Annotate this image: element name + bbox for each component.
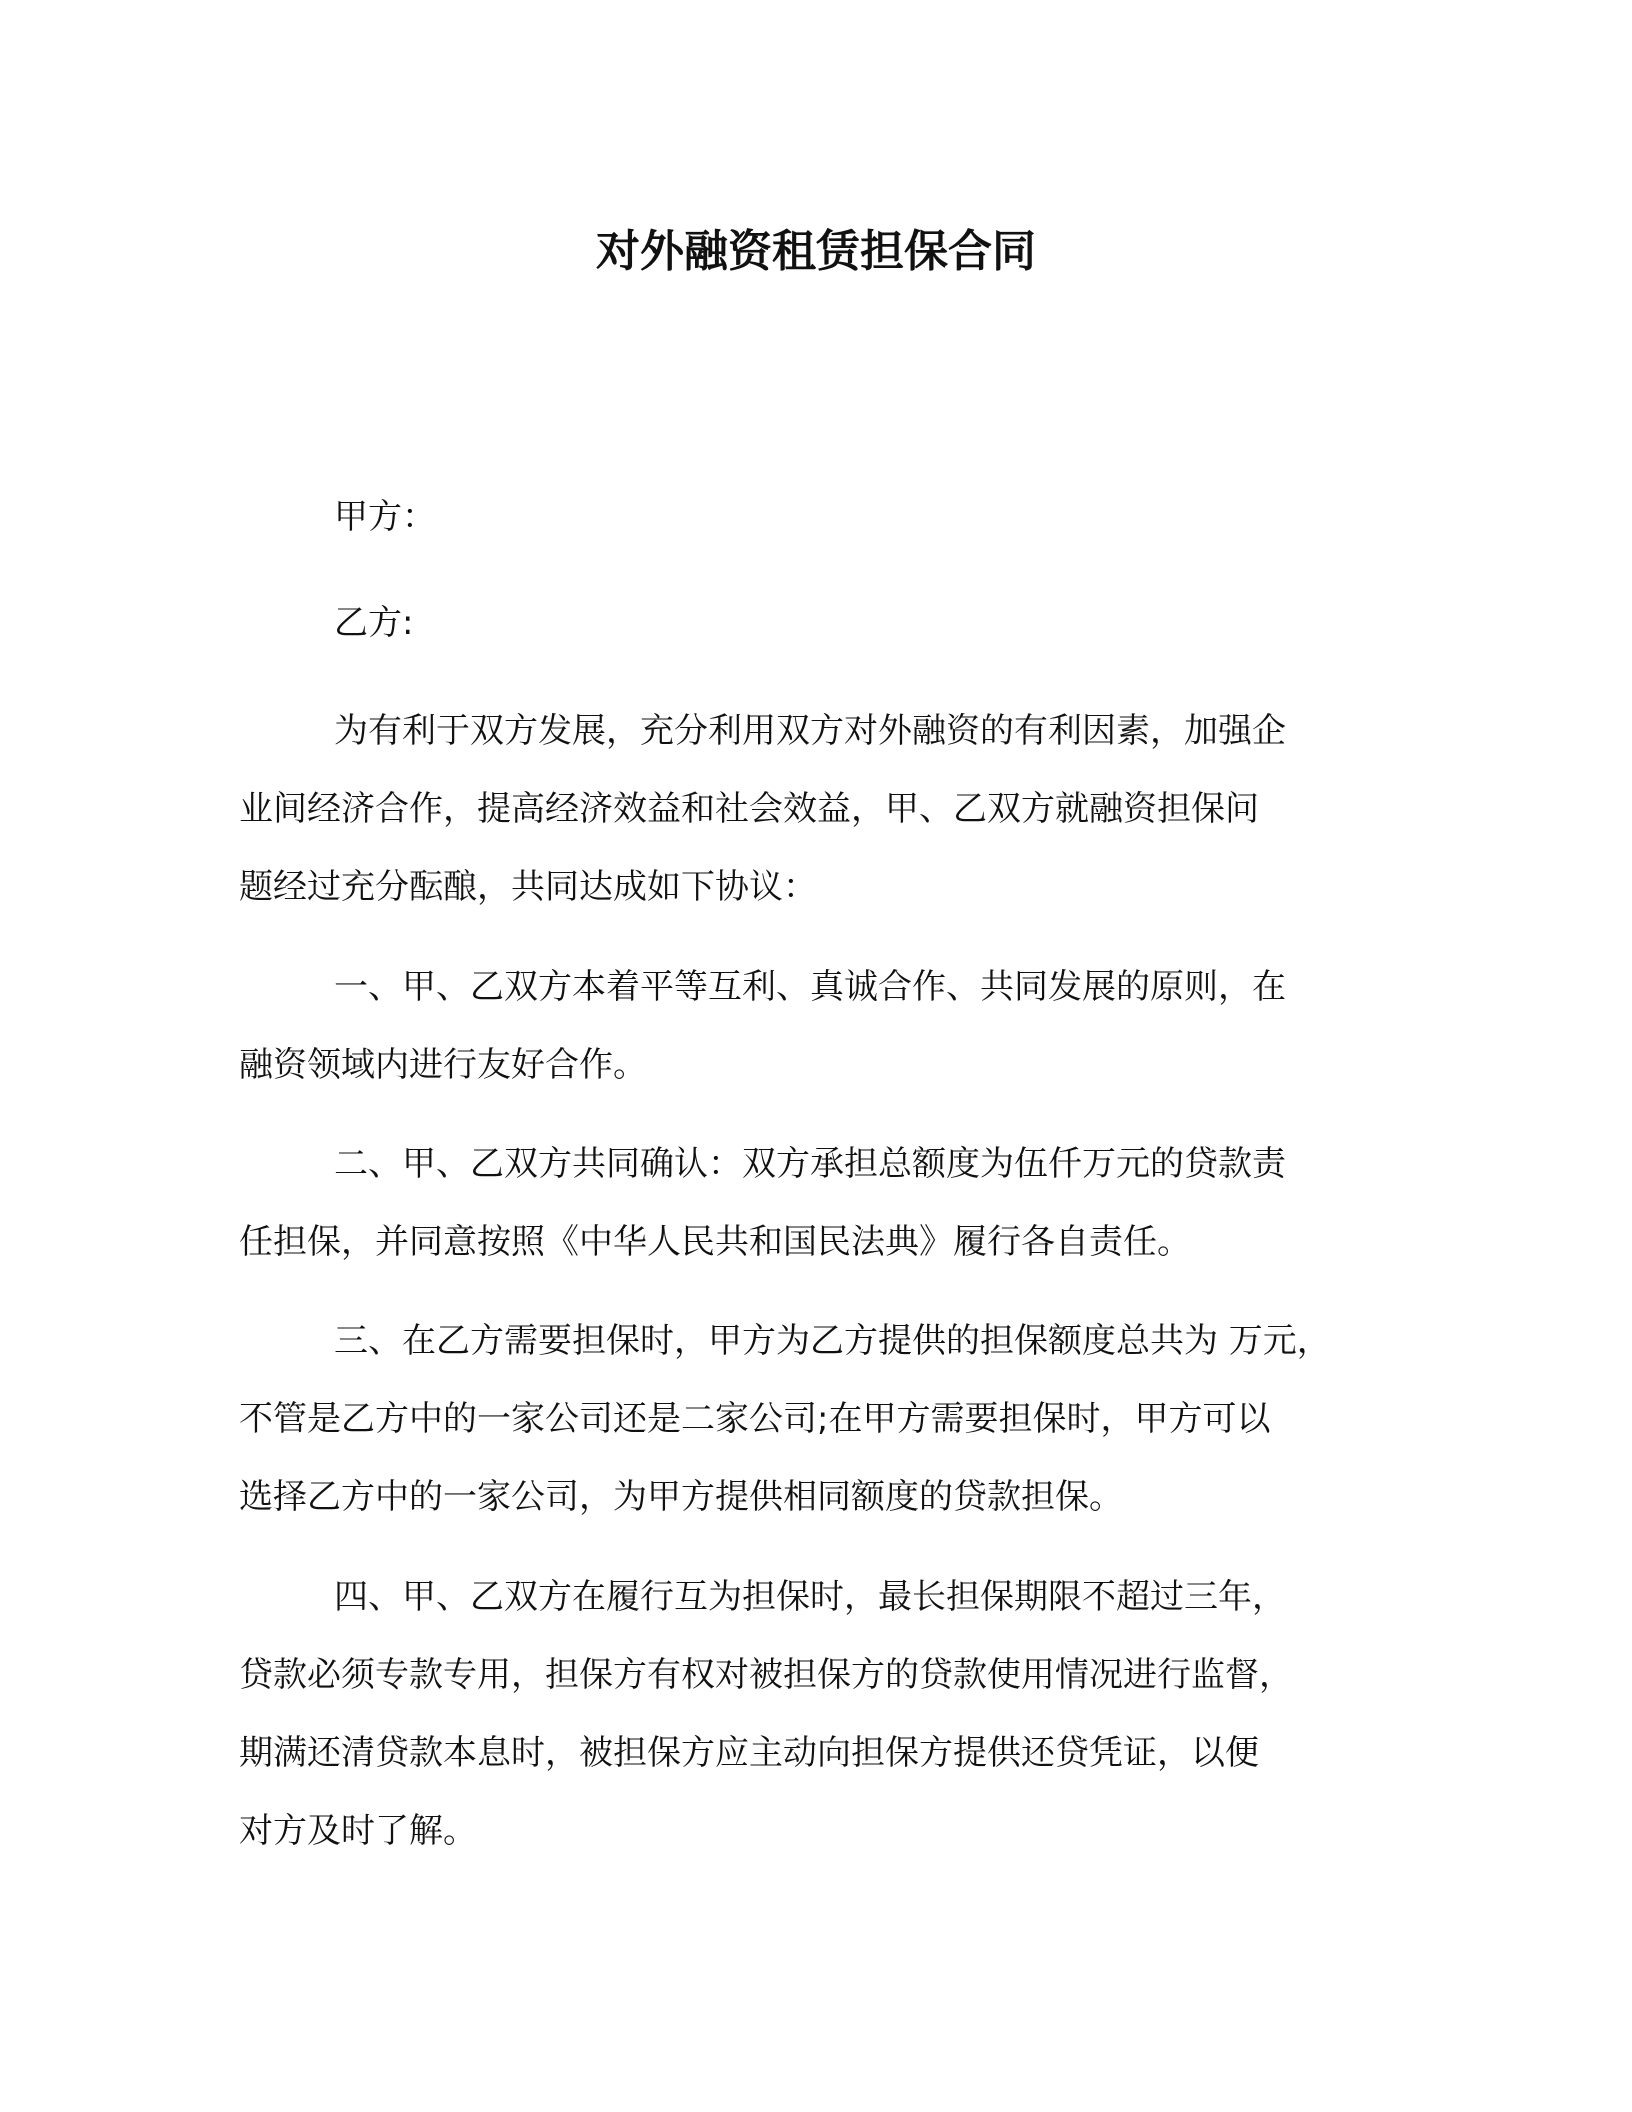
paragraph-line: 一、甲、乙双方本着平等互利、真诚合作、共同发展的原则，在 <box>334 967 1286 1007</box>
paragraph-line: 贷款必须专款专用，担保方有权对被担保方的贷款使用情况进行监督， <box>239 1655 1293 1695</box>
paragraph-clause-2 <box>239 1125 1409 1281</box>
paragraph-line: 选择乙方中的一家公司，为甲方提供相同额度的贷款担保。 <box>239 1477 1123 1517</box>
party-a-label: 甲方： <box>334 497 436 537</box>
paragraph-clause-4 <box>239 1558 1409 1870</box>
paragraph-line: 任担保，并同意按照《中华人民共和国民法典》履行各自责任。 <box>239 1222 1191 1262</box>
paragraph-line: 二、甲、乙双方共同确认：双方承担总额度为伍仟万元的贷款责 <box>334 1144 1286 1184</box>
paragraph-line: 业间经济合作，提高经济效益和社会效益，甲、乙双方就融资担保问 <box>239 789 1259 829</box>
paragraph-line: 对方及时了解。 <box>239 1811 477 1851</box>
paragraph-line: 为有利于双方发展，充分利用双方对外融资的有利因素，加强企 <box>334 711 1286 751</box>
paragraph-line: 融资领域内进行友好合作。 <box>239 1045 647 1085</box>
paragraph-line: 三、在乙方需要担保时，甲方为乙方提供的担保额度总共为 万元， <box>334 1321 1331 1361</box>
paragraph-line: 期满还清贷款本息时，被担保方应主动向担保方提供还贷凭证，以便 <box>239 1733 1259 1773</box>
paragraph-clause-1 <box>239 948 1409 1104</box>
paragraph-intro <box>239 692 1409 926</box>
party-b-label: 乙方: <box>334 603 414 643</box>
paragraph-line: 不管是乙方中的一家公司还是二家公司;在甲方需要担保时，甲方可以 <box>239 1399 1271 1439</box>
paragraph-line: 四、甲、乙双方在履行互为担保时，最长担保期限不超过三年， <box>334 1577 1286 1617</box>
document-title: 对外融资租赁担保合同 <box>596 226 1036 277</box>
paragraph-clause-3 <box>239 1302 1409 1536</box>
paragraph-line: 题经过充分酝酿，共同达成如下协议： <box>239 867 817 907</box>
